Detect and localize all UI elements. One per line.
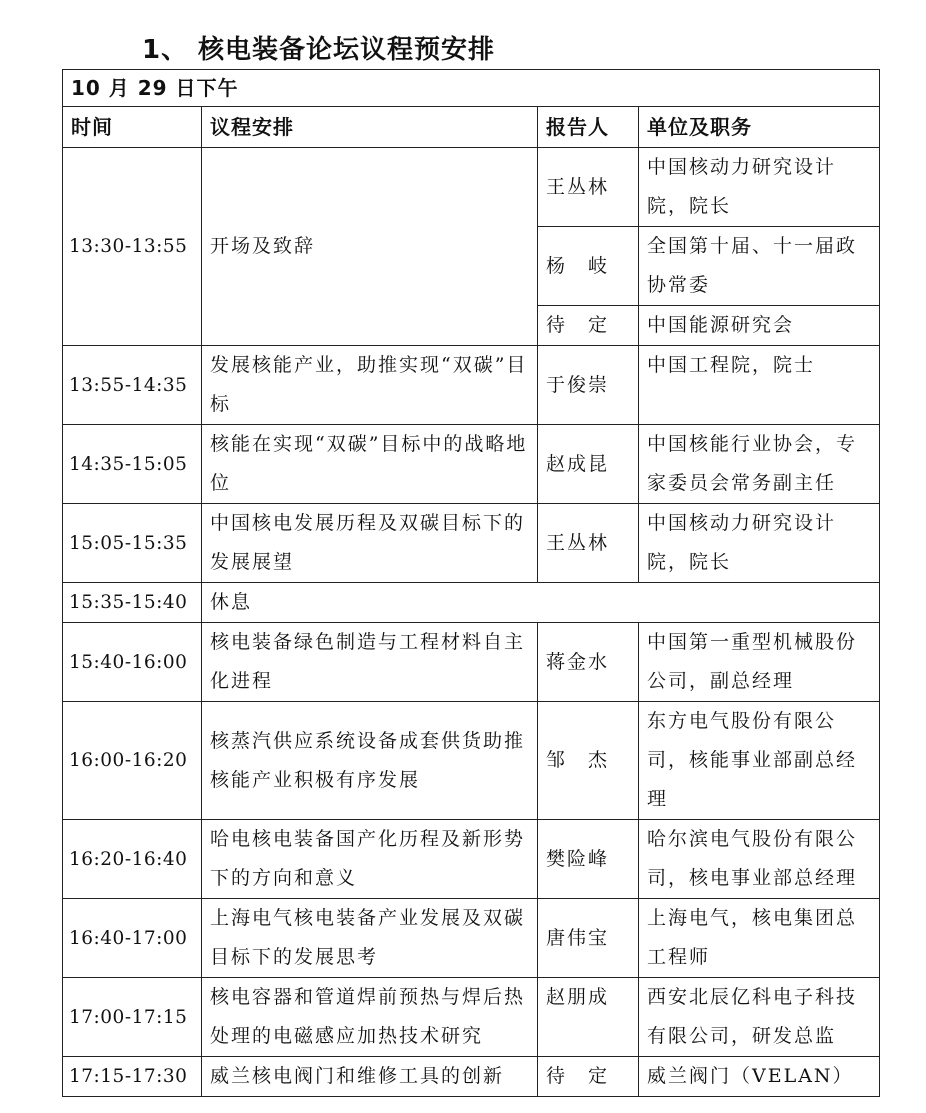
topic-cell: 发展核能产业，助推实现“双碳”目标: [202, 346, 538, 425]
topic-cell: 哈电核电装备国产化历程及新形势下的方向和意义: [202, 820, 538, 899]
table-row: [63, 702, 880, 820]
table-row: [63, 820, 880, 899]
time-cell: 15:05-15:35: [63, 504, 202, 583]
header-time: 时间: [63, 107, 202, 148]
table-row: [63, 899, 880, 978]
org-cell: 上海电气，核电集团总工程师: [639, 899, 880, 978]
org-cell: 中国核能行业协会，专家委员会常务副主任: [639, 425, 880, 504]
header-row: [63, 107, 880, 148]
org-cell: 全国第十届、十一届政协常委: [639, 227, 880, 306]
org-cell: 东方电气股份有限公司，核能事业部副总经理: [639, 702, 880, 820]
org-cell: 中国工程院，院士: [639, 346, 880, 425]
time-cell: 16:40-17:00: [63, 899, 202, 978]
agenda-date: 10 月 29 日下午: [63, 70, 880, 107]
org-cell: 中国核动力研究设计院，院长: [639, 148, 880, 227]
topic-cell: 休息: [202, 583, 880, 623]
time-cell: 17:00-17:15: [63, 978, 202, 1057]
topic-cell: 核电容器和管道焊前预热与焊后热处理的电磁感应加热技术研究: [202, 978, 538, 1057]
time-cell: 16:20-16:40: [63, 820, 202, 899]
time-cell: 16:00-16:20: [63, 702, 202, 820]
time-cell: 17:15-17:30: [63, 1057, 202, 1097]
header-org: 单位及职务: [639, 107, 880, 148]
table-row: [63, 583, 880, 623]
header-speaker: 报告人: [538, 107, 639, 148]
speaker-cell: 待 定: [538, 1057, 639, 1097]
speaker-cell: 于俊崇: [538, 346, 639, 425]
topic-cell: 核蒸汽供应系统设备成套供货助推核能产业积极有序发展: [202, 702, 538, 820]
table-row: [63, 504, 880, 583]
topic-cell: 中国核电发展历程及双碳目标下的发展展望: [202, 504, 538, 583]
topic-cell: 核电装备绿色制造与工程材料自主化进程: [202, 623, 538, 702]
table-row: [63, 346, 880, 425]
agenda-table: [62, 69, 880, 1097]
table-row: [63, 978, 880, 1057]
speaker-cell: 蒋金水: [538, 623, 639, 702]
speaker-cell: 唐伟宝: [538, 899, 639, 978]
speaker-cell: 王丛林: [538, 504, 639, 583]
section-title: 核电装备论坛议程预安排: [198, 35, 496, 65]
topic-cell: 开场及致辞: [202, 148, 538, 346]
org-cell: 哈尔滨电气股份有限公司，核电事业部总经理: [639, 820, 880, 899]
speaker-cell: 赵朋成: [538, 978, 639, 1057]
section-heading: [142, 30, 495, 70]
speaker-cell: 樊险峰: [538, 820, 639, 899]
time-cell: 13:30-13:55: [63, 148, 202, 346]
speaker-cell: 赵成昆: [538, 425, 639, 504]
time-cell: 15:35-15:40: [63, 583, 202, 623]
topic-cell: 核能在实现“双碳”目标中的战略地位: [202, 425, 538, 504]
org-cell: 威兰阀门（VELAN）: [639, 1057, 880, 1097]
table-row: [63, 425, 880, 504]
org-cell: 中国能源研究会: [639, 306, 880, 346]
speaker-cell: 邹 杰: [538, 702, 639, 820]
org-cell: 西安北辰亿科电子科技有限公司，研发总监: [639, 978, 880, 1057]
topic-cell: 上海电气核电装备产业发展及双碳目标下的发展思考: [202, 899, 538, 978]
header-topic: 议程安排: [202, 107, 538, 148]
table-row: [63, 148, 880, 227]
topic-cell: 威兰核电阀门和维修工具的创新: [202, 1057, 538, 1097]
speaker-cell: 王丛林: [538, 148, 639, 227]
time-cell: 13:55-14:35: [63, 346, 202, 425]
time-cell: 15:40-16:00: [63, 623, 202, 702]
table-row: [63, 623, 880, 702]
speaker-cell: 杨 岐: [538, 227, 639, 306]
org-cell: 中国核动力研究设计院，院长: [639, 504, 880, 583]
time-cell: 14:35-15:05: [63, 425, 202, 504]
table-row: [63, 1057, 880, 1097]
org-cell: 中国第一重型机械股份公司，副总经理: [639, 623, 880, 702]
speaker-cell: 待 定: [538, 306, 639, 346]
section-number: 1、: [142, 35, 189, 65]
